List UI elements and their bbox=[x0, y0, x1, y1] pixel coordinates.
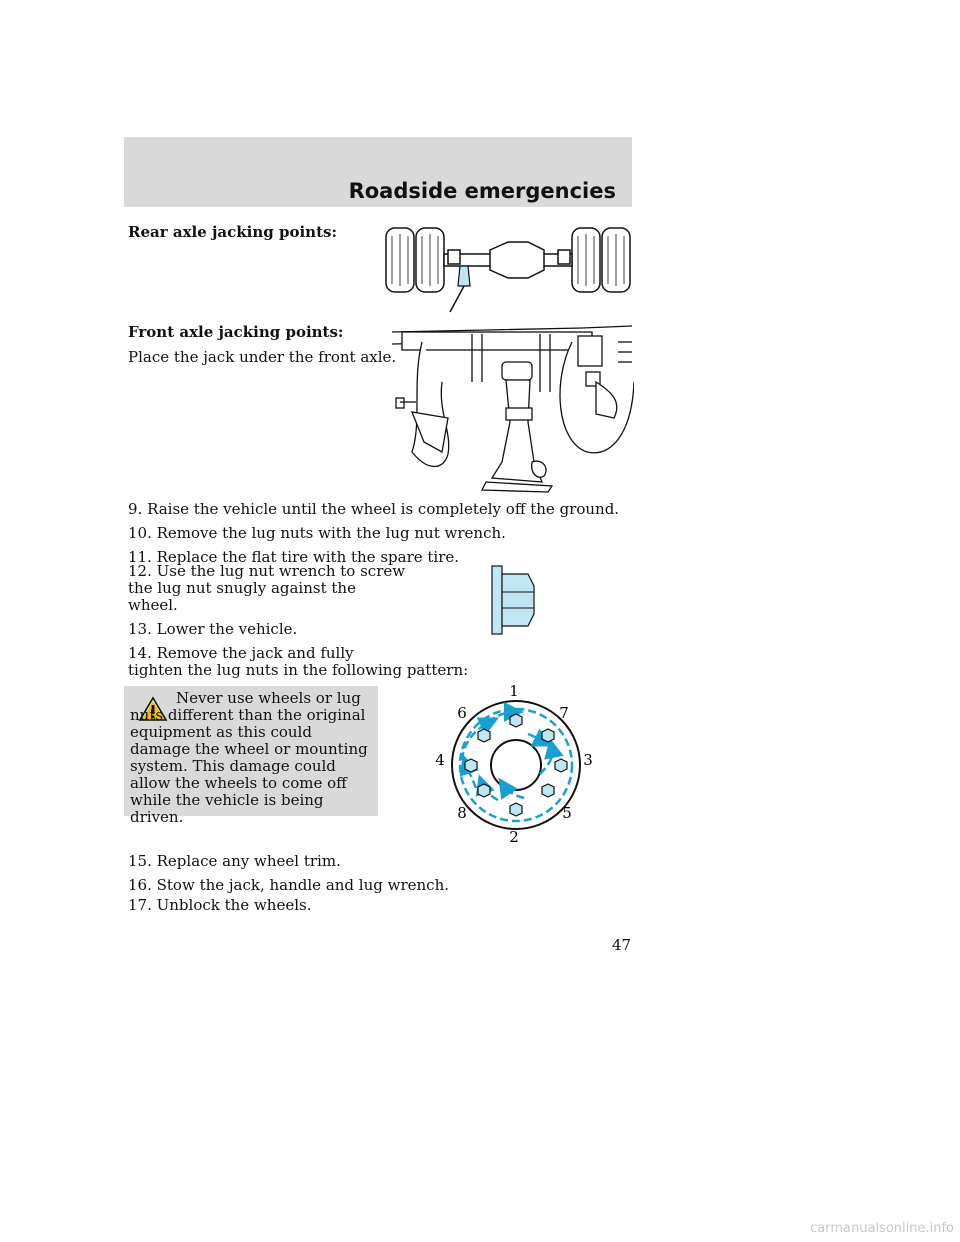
step-14-line-2: tighten the lug nuts in the following pattern: bbox=[128, 661, 469, 679]
lug-label-8: 8 bbox=[457, 804, 467, 822]
section-title: Roadside emergencies bbox=[348, 179, 616, 203]
step-11: 11. Replace the flat tire with the spare tire. bbox=[128, 548, 460, 566]
step-16: 16. Stow the jack, handle and lug wrench. bbox=[128, 876, 450, 894]
step-10: 10. Remove the lug nuts with the lug nut wrench. bbox=[128, 524, 506, 542]
lug-label-7: 7 bbox=[559, 704, 569, 722]
step-9: 9. Raise the vehicle until the wheel is completely off the ground. bbox=[128, 500, 620, 518]
warning-text: Never use wheels or lug nuts different than the original equipment as this could damage the wheel or mounting system. This damage could allow the wheels to come off while the vehicle is being driven. bbox=[130, 689, 368, 826]
warning-box bbox=[124, 686, 378, 826]
front-axle-heading: Front axle jacking points: bbox=[128, 323, 344, 341]
lug-label-1: 1 bbox=[509, 682, 519, 700]
step-14-line-1: 14. Remove the jack and fully bbox=[128, 644, 354, 662]
step-15: 15. Replace any wheel trim. bbox=[128, 852, 341, 870]
lug-label-3: 3 bbox=[583, 751, 593, 769]
rear-axle-illustration bbox=[382, 222, 634, 314]
header-band bbox=[124, 137, 632, 207]
step-12-line-1: 12. Use the lug nut wrench to screw bbox=[128, 562, 406, 580]
rear-axle-heading: Rear axle jacking points: bbox=[128, 223, 337, 241]
front-axle-illustration bbox=[382, 322, 634, 494]
front-axle-text: Place the jack under the front axle. bbox=[128, 348, 397, 366]
lug-label-5: 5 bbox=[562, 804, 572, 822]
footer-url: carmanualsonline.info bbox=[734, 1215, 960, 1242]
lug-label-6: 6 bbox=[457, 704, 467, 722]
lug-nut-illustration bbox=[488, 562, 538, 636]
step-13: 13. Lower the vehicle. bbox=[128, 620, 298, 638]
step-12-line-2: the lug nut snugly against the bbox=[128, 579, 356, 597]
lug-label-4: 4 bbox=[435, 751, 445, 769]
lug-label-2: 2 bbox=[509, 828, 519, 846]
lug-pattern-diagram bbox=[428, 678, 604, 848]
step-17: 17. Unblock the wheels. bbox=[128, 896, 312, 914]
step-12-line-3: wheel. bbox=[128, 596, 178, 614]
page-number: 47 bbox=[612, 936, 632, 954]
